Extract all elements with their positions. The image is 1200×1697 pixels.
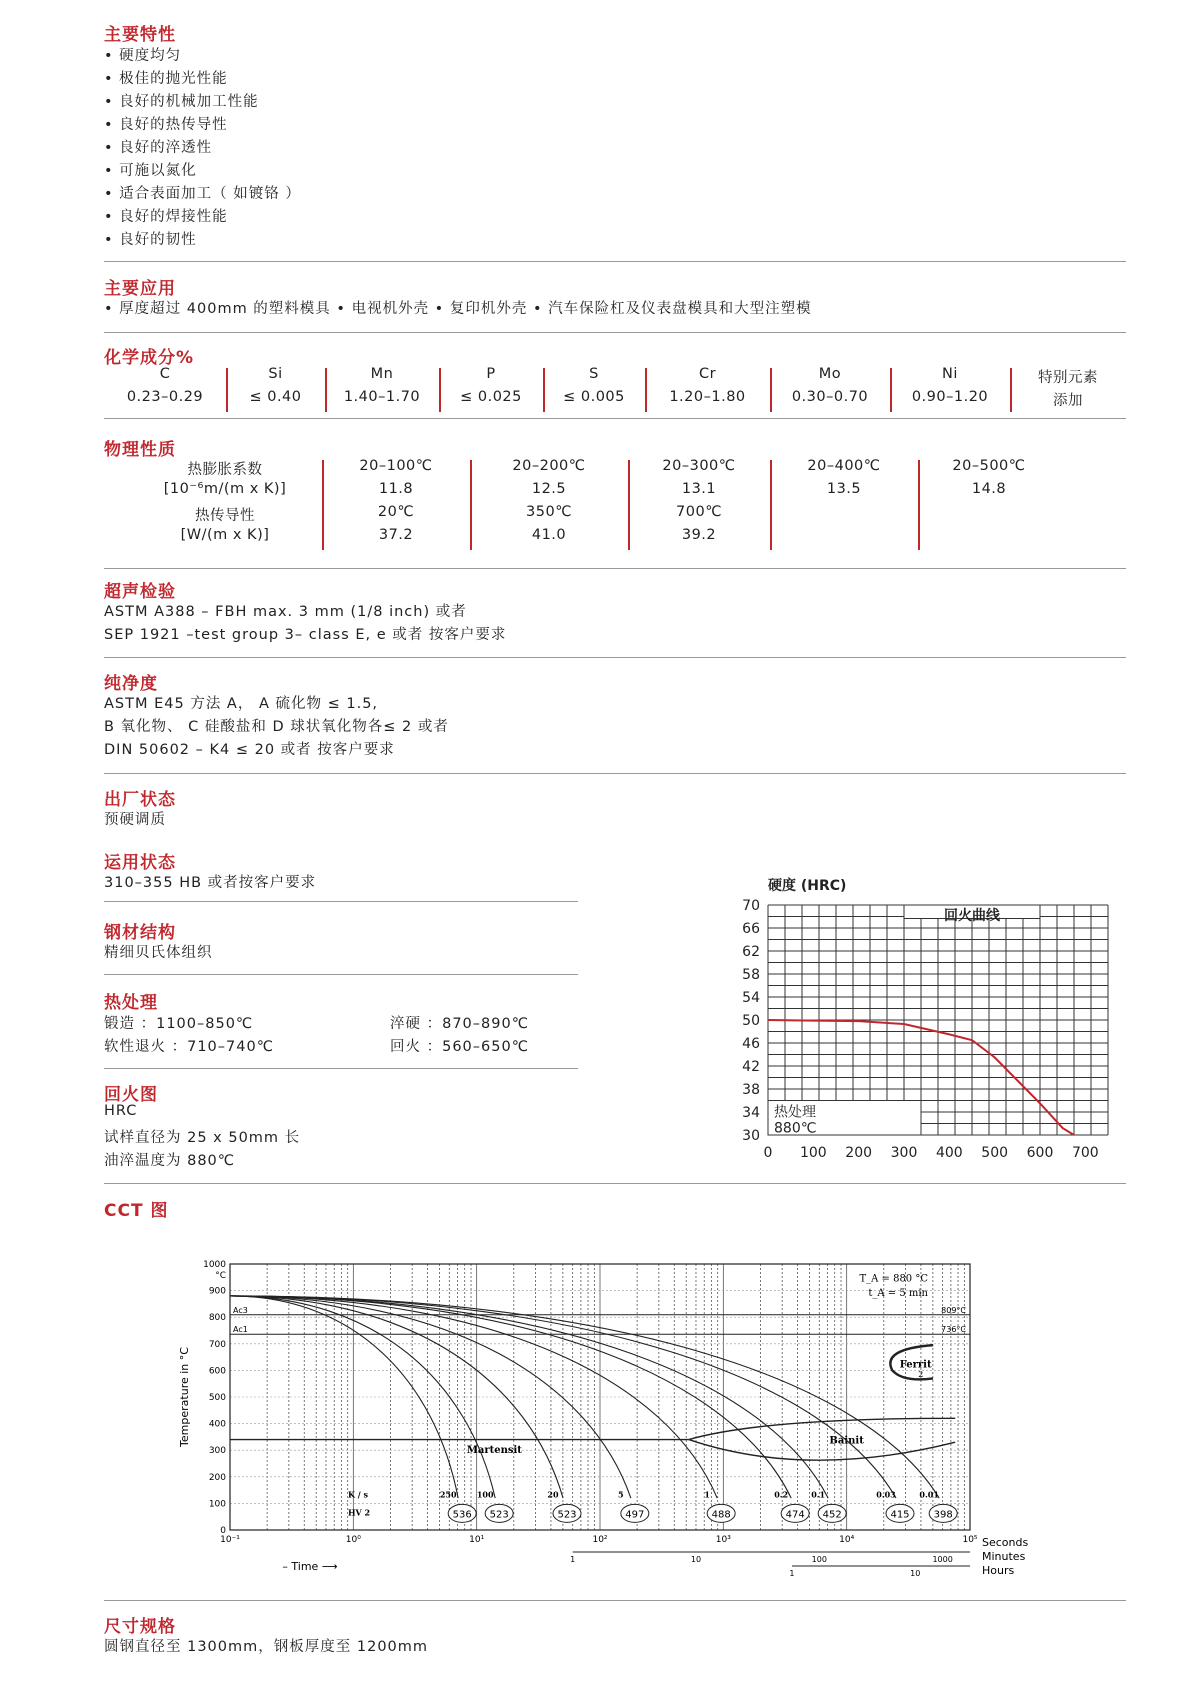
divider xyxy=(104,773,1126,774)
hardening-text: 淬硬 ：870–890℃ xyxy=(390,1016,529,1032)
hours-label: Hours xyxy=(982,1564,1015,1577)
applications-text: • 厚度超过 400mm 的塑料模具 • 电视机外壳 • 复印机外壳 • 汽车保险杠及仪表盘模具和大型注塑模 xyxy=(104,301,812,317)
chemical-value: 添加 xyxy=(1053,393,1083,409)
minutes-label: Minutes xyxy=(982,1550,1026,1563)
divider xyxy=(104,332,1126,333)
cooling-curve xyxy=(230,1296,939,1498)
cct-diagram-svg xyxy=(170,1238,1070,1578)
chemical-header: P xyxy=(486,366,496,382)
cooling-rate: 0.2 xyxy=(774,1489,789,1500)
expansion-temp: 20–300℃ xyxy=(662,458,736,474)
hardness-value: 523 xyxy=(557,1509,577,1521)
physical-title: 物理性质 xyxy=(104,440,176,460)
y-tick-label: 34 xyxy=(742,1105,760,1121)
tm-label: t_A = 5 min xyxy=(868,1287,928,1299)
annealing-text: 软性退火 ：710–740℃ xyxy=(104,1039,274,1055)
expansion-temp: 20–100℃ xyxy=(359,458,433,474)
chemical-header: 特别元素 xyxy=(1038,370,1098,386)
chemical-header: Mn xyxy=(370,366,394,382)
expansion-value: 12.5 xyxy=(531,481,567,497)
hours-tick: 1 xyxy=(789,1569,795,1578)
ac3-temp: 809°C xyxy=(941,1305,966,1315)
k-label: K / s xyxy=(348,1489,368,1500)
bainite-end xyxy=(689,1440,955,1461)
conductivity-label: 热传导性 xyxy=(195,508,255,524)
minutes-tick: 1 xyxy=(570,1555,576,1564)
ultrasonic-title: 超声检验 xyxy=(104,582,176,602)
chemical-header: Cr xyxy=(698,366,717,382)
divider xyxy=(104,418,1126,419)
x-tick-label: 0 xyxy=(763,1145,773,1161)
ac3-label: Ac3 xyxy=(233,1305,248,1315)
seconds-tick: 10⁴ xyxy=(839,1535,855,1545)
y-tick-label: 62 xyxy=(742,944,760,960)
minutes-tick: 100 xyxy=(811,1555,827,1564)
tempering-line: 油淬温度为 880℃ xyxy=(104,1153,236,1169)
y-tick-label: 200 xyxy=(208,1472,226,1483)
chemical-value: ≤ 0.40 xyxy=(249,389,302,405)
chemical-header: Mo xyxy=(818,366,842,382)
property-item: • 良好的热传导性 xyxy=(104,117,228,133)
y-tick-label: 500 xyxy=(208,1393,226,1403)
y-tick-label: 38 xyxy=(742,1082,760,1098)
martensit-label: Martensit xyxy=(466,1444,522,1456)
expansion-temp: 20–200℃ xyxy=(512,458,586,474)
property-item: • 硬度均匀 xyxy=(104,48,182,64)
chemical-value: ≤ 0.005 xyxy=(563,389,625,405)
y-tick-label: 54 xyxy=(742,990,760,1006)
purity-line: B 氧化物、 C 硅酸盐和 D 球状氧化物各≤ 2 或者 xyxy=(104,719,449,735)
forging-text: 锻造 ：1100–850℃ xyxy=(104,1016,254,1032)
structure-title: 钢材结构 xyxy=(104,923,176,943)
cct-diagram xyxy=(170,1238,1070,1578)
x-tick-label: 100 xyxy=(799,1145,827,1161)
y-tick-label: 0 xyxy=(220,1526,226,1536)
y-tick-label: 900 xyxy=(208,1286,226,1297)
expansion-value: 13.5 xyxy=(826,481,862,497)
chemical-value: 1.40–1.70 xyxy=(343,389,421,405)
cooling-rate: 0.1 xyxy=(811,1489,826,1500)
y-tick-label: 600 xyxy=(208,1366,226,1377)
y-tick-label: 30 xyxy=(742,1128,760,1144)
chart-ylabel: 硬度 (HRC) xyxy=(768,878,847,894)
divider xyxy=(104,568,1126,569)
property-item: • 良好的机械加工性能 xyxy=(104,94,259,110)
seconds-tick: 10⁵ xyxy=(962,1535,978,1545)
expansion-temp: 20–400℃ xyxy=(807,458,881,474)
hardness-value: 415 xyxy=(890,1509,910,1521)
chemical-title: 化学成分% xyxy=(104,348,195,368)
applications-title: 主要应用 xyxy=(104,279,176,299)
delivery-title: 出厂状态 xyxy=(104,790,176,810)
ac1-temp: 736°C xyxy=(941,1325,966,1335)
conductivity-temp: 350℃ xyxy=(526,504,572,520)
hardness-value: 497 xyxy=(625,1509,645,1521)
conductivity-value: 39.2 xyxy=(681,527,717,543)
x-tick-label: 600 xyxy=(1026,1145,1054,1161)
divider xyxy=(104,974,578,975)
conductivity-temp: 20℃ xyxy=(377,504,415,520)
y-tick-label: 400 xyxy=(208,1419,226,1430)
chemical-header: Si xyxy=(268,366,283,382)
purity-title: 纯净度 xyxy=(104,674,158,694)
y-tick-label: 50 xyxy=(742,1013,760,1029)
chart-annotation: 热处理 xyxy=(774,1104,816,1121)
seconds-label: Seconds xyxy=(982,1536,1029,1549)
seconds-tick: 10¹ xyxy=(469,1535,485,1545)
property-item: • 良好的焊接性能 xyxy=(104,209,228,225)
y-unit: °C xyxy=(215,1271,226,1281)
chemical-value: 1.20–1.80 xyxy=(669,389,746,405)
y-tick-label: 66 xyxy=(742,921,760,937)
property-item: • 良好的韧性 xyxy=(104,232,197,248)
conductivity-temp: 700℃ xyxy=(676,504,722,520)
hardness-value: 536 xyxy=(452,1509,472,1521)
minutes-tick: 10 xyxy=(690,1555,702,1564)
property-item: • 适合表面加工（ 如镀铬 ） xyxy=(104,186,301,202)
tempering-text: 回火 ：560–650℃ xyxy=(390,1039,529,1055)
expansion-unit: [10⁻⁶m/(m x K)] xyxy=(163,481,287,497)
cooling-rate: 1 xyxy=(704,1489,710,1500)
tempering-chart-svg xyxy=(700,875,1120,1165)
divider xyxy=(104,657,1126,658)
seconds-tick: 10⁰ xyxy=(345,1535,361,1545)
x-tick-label: 500 xyxy=(981,1145,1009,1161)
cooling-rate: 0.03 xyxy=(876,1489,896,1500)
hardness-value: 474 xyxy=(785,1509,805,1521)
tempering-chart xyxy=(700,875,1120,1165)
y-tick-label: 1000 xyxy=(203,1260,226,1270)
chemical-header: Ni xyxy=(942,366,958,382)
expansion-value: 11.8 xyxy=(378,481,414,497)
cooling-rate: 250 xyxy=(439,1489,457,1500)
y-axis-label: Temperature in °C xyxy=(178,1347,191,1447)
hardness-value: 398 xyxy=(933,1509,953,1521)
expansion-value: 13.1 xyxy=(681,481,717,497)
y-tick-label: 58 xyxy=(742,967,760,983)
hardness-value: 452 xyxy=(822,1509,842,1521)
divider xyxy=(104,1600,1126,1601)
divider xyxy=(104,1068,578,1069)
seconds-tick: 10³ xyxy=(715,1535,731,1545)
cct-title: CCT 图 xyxy=(104,1201,169,1221)
delivery-text: 预硬调质 xyxy=(104,812,166,828)
main-properties-title: 主要特性 xyxy=(104,25,176,45)
chemical-value: 0.90–1.20 xyxy=(911,389,989,405)
chemical-value: 0.30–0.70 xyxy=(791,389,869,405)
hardness-value: 488 xyxy=(711,1509,731,1521)
ferrit-label: Ferrit xyxy=(899,1359,932,1371)
bainit-label: Bainit xyxy=(829,1435,864,1447)
x-tick-label: 400 xyxy=(935,1145,963,1161)
hours-tick: 10 xyxy=(910,1569,921,1578)
divider xyxy=(104,1183,1126,1184)
expansion-label: 热膨胀系数 xyxy=(187,462,263,478)
hv-label: HV 2 xyxy=(348,1507,371,1518)
time-label: – Time ⟶ xyxy=(282,1560,338,1573)
divider xyxy=(104,261,1126,262)
conductivity-value: 37.2 xyxy=(378,527,414,543)
ferrit-pct: 2 xyxy=(918,1370,924,1380)
purity-line: DIN 50602 – K4 ≤ 20 或者 按客户要求 xyxy=(104,742,395,758)
chemical-header: C xyxy=(159,366,171,382)
tempering-diagram-title: 回火图 xyxy=(104,1085,158,1105)
ultrasonic-line: SEP 1921 –test group 3– class E, e 或者 按客户要求 xyxy=(104,627,507,643)
x-tick-label: 300 xyxy=(890,1145,918,1161)
tempering-line: HRC xyxy=(104,1103,138,1119)
service-text: 310–355 HB 或者按客户要求 xyxy=(104,875,317,891)
chemical-value: 0.23–0.29 xyxy=(126,389,204,405)
tempering-line: 试样直径为 25 x 50mm 长 xyxy=(104,1130,301,1146)
y-tick-label: 800 xyxy=(208,1313,226,1324)
conductivity-value: 41.0 xyxy=(531,527,567,543)
y-tick-label: 700 xyxy=(208,1339,226,1350)
divider xyxy=(104,901,578,902)
chemical-value: ≤ 0.025 xyxy=(460,389,522,405)
chart-annotation: 880℃ xyxy=(774,1120,817,1137)
size-text: 圆钢直径至 1300mm，钢板厚度至 1200mm xyxy=(104,1639,429,1655)
y-tick-label: 70 xyxy=(742,898,760,914)
heat-treatment-title: 热处理 xyxy=(104,993,158,1013)
expansion-temp: 20–500℃ xyxy=(952,458,1026,474)
hardness-value: 523 xyxy=(489,1509,509,1521)
conductivity-unit: [W/(m x K)] xyxy=(180,527,270,543)
size-title: 尺寸规格 xyxy=(104,1617,176,1637)
service-title: 运用状态 xyxy=(104,853,176,873)
chemical-header: S xyxy=(589,366,599,382)
ta-label: T_A = 880 °C xyxy=(859,1273,928,1285)
chart-title: 回火曲线 xyxy=(944,908,1000,924)
property-item: • 良好的淬透性 xyxy=(104,140,213,156)
expansion-value: 14.8 xyxy=(971,481,1007,497)
property-item: • 可施以氮化 xyxy=(104,163,197,179)
y-tick-label: 46 xyxy=(742,1036,760,1052)
y-tick-label: 300 xyxy=(208,1446,226,1457)
cooling-rate: 20 xyxy=(547,1489,559,1500)
x-tick-label: 700 xyxy=(1071,1145,1099,1161)
minutes-tick: 1000 xyxy=(932,1555,953,1564)
structure-text: 精细贝氏体组织 xyxy=(104,945,213,961)
x-tick-label: 200 xyxy=(845,1145,873,1161)
seconds-tick: 10² xyxy=(592,1535,608,1545)
y-tick-label: 100 xyxy=(208,1499,226,1510)
cooling-rate: 5 xyxy=(618,1489,624,1500)
purity-line: ASTM E45 方法 A， A 硫化物 ≤ 1.5, xyxy=(104,696,379,712)
y-tick-label: 42 xyxy=(742,1059,760,1075)
seconds-tick: 10⁻¹ xyxy=(220,1535,240,1545)
cooling-rate: 100 xyxy=(476,1489,494,1500)
cooling-rate: 0.01 xyxy=(919,1489,939,1500)
ultrasonic-line: ASTM A388 – FBH max. 3 mm (1/8 inch) 或者 xyxy=(104,604,467,620)
property-item: • 极佳的抛光性能 xyxy=(104,71,228,87)
ac1-label: Ac1 xyxy=(233,1325,248,1335)
